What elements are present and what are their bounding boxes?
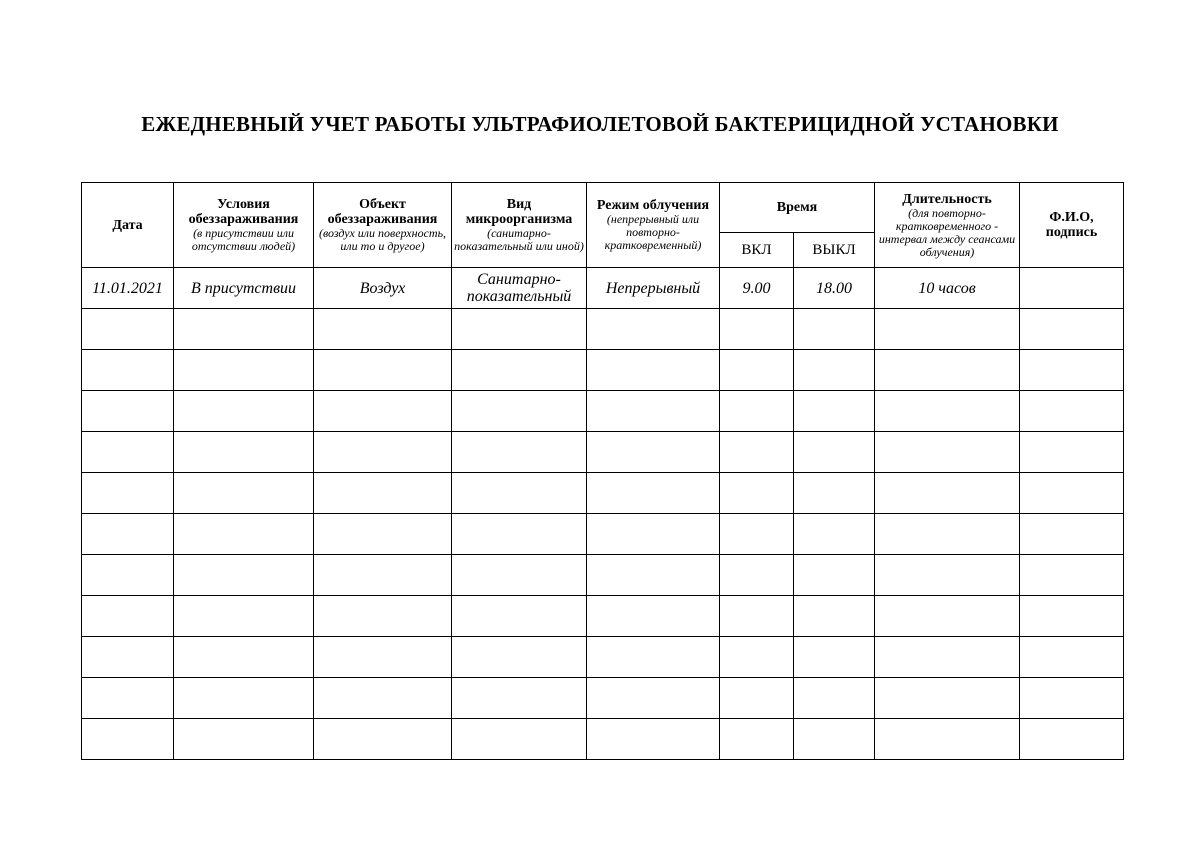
- cell-mode[interactable]: [587, 596, 720, 637]
- cell-mode[interactable]: [587, 637, 720, 678]
- cell-off[interactable]: [794, 678, 875, 719]
- cell-date[interactable]: [82, 309, 174, 350]
- cell-mode[interactable]: [587, 432, 720, 473]
- cell-microorganism[interactable]: [452, 678, 587, 719]
- cell-object[interactable]: [314, 432, 452, 473]
- cell-object[interactable]: [314, 514, 452, 555]
- cell-off[interactable]: [794, 473, 875, 514]
- cell-conditions[interactable]: [174, 350, 314, 391]
- cell-mode[interactable]: [587, 391, 720, 432]
- cell-signature[interactable]: [1020, 268, 1124, 309]
- cell-conditions[interactable]: [174, 596, 314, 637]
- header-time-on: ВКЛ: [720, 233, 794, 268]
- cell-mode[interactable]: Непрерывный: [587, 268, 720, 309]
- cell-object[interactable]: [314, 473, 452, 514]
- cell-off[interactable]: 18.00: [794, 268, 875, 309]
- cell-off[interactable]: [794, 555, 875, 596]
- cell-off[interactable]: [794, 391, 875, 432]
- cell-microorganism[interactable]: Санитарно-показательный: [452, 268, 587, 309]
- cell-duration[interactable]: [875, 514, 1020, 555]
- cell-microorganism[interactable]: [452, 719, 587, 760]
- cell-on[interactable]: [720, 596, 794, 637]
- cell-mode[interactable]: [587, 555, 720, 596]
- cell-off[interactable]: [794, 637, 875, 678]
- cell-microorganism[interactable]: [452, 391, 587, 432]
- cell-microorganism[interactable]: [452, 309, 587, 350]
- cell-on[interactable]: [720, 473, 794, 514]
- cell-date[interactable]: [82, 391, 174, 432]
- cell-object[interactable]: [314, 596, 452, 637]
- cell-on[interactable]: [720, 678, 794, 719]
- cell-mode[interactable]: [587, 514, 720, 555]
- cell-object[interactable]: [314, 555, 452, 596]
- cell-object[interactable]: [314, 678, 452, 719]
- cell-signature[interactable]: [1020, 350, 1124, 391]
- header-mode: [587, 183, 720, 268]
- header-conditions-hint: (в присутствии или отсутствии людей): [191, 226, 296, 253]
- cell-duration[interactable]: [875, 678, 1020, 719]
- header-time: [720, 183, 875, 233]
- cell-mode[interactable]: [587, 678, 720, 719]
- header-duration: [875, 183, 1020, 268]
- cell-date[interactable]: [82, 514, 174, 555]
- cell-date[interactable]: [82, 473, 174, 514]
- header-microorganism: [452, 183, 587, 268]
- cell-date[interactable]: 11.01.2021: [82, 268, 174, 309]
- header-object: [314, 183, 452, 268]
- header-signature: [1020, 183, 1124, 268]
- cell-duration[interactable]: [875, 432, 1020, 473]
- cell-on[interactable]: [720, 637, 794, 678]
- cell-duration[interactable]: [875, 555, 1020, 596]
- cell-duration[interactable]: 10 часов: [875, 268, 1020, 309]
- cell-signature[interactable]: [1020, 473, 1124, 514]
- cell-object[interactable]: [314, 719, 452, 760]
- cell-on[interactable]: [720, 391, 794, 432]
- header-mode-hint: (непрерывный или повторно-кратковременный): [604, 212, 702, 252]
- page-title: ЕЖЕДНЕВНЫЙ УЧЕТ РАБОТЫ УЛЬТРАФИОЛЕТОВОЙ БАКТЕРИЦИДНОЙ УСТАНОВКИ: [141, 112, 1059, 136]
- cell-off[interactable]: [794, 596, 875, 637]
- cell-off[interactable]: [794, 514, 875, 555]
- table-row: [82, 678, 1124, 719]
- cell-on[interactable]: [720, 309, 794, 350]
- cell-date[interactable]: [82, 637, 174, 678]
- cell-duration[interactable]: [875, 473, 1020, 514]
- header-conditions: [174, 183, 314, 268]
- header-microorganism-label: Вид микроорганизма: [465, 197, 573, 227]
- table-row: [82, 432, 1124, 473]
- cell-off[interactable]: [794, 309, 875, 350]
- cell-conditions[interactable]: [174, 678, 314, 719]
- cell-date[interactable]: [82, 432, 174, 473]
- table-row: [82, 350, 1124, 391]
- uv-log-table: [81, 182, 1124, 760]
- cell-date[interactable]: [82, 678, 174, 719]
- cell-conditions[interactable]: [174, 555, 314, 596]
- table-row: [82, 555, 1124, 596]
- cell-duration[interactable]: [875, 309, 1020, 350]
- cell-object[interactable]: [314, 309, 452, 350]
- table-row: [82, 719, 1124, 760]
- cell-date[interactable]: [82, 596, 174, 637]
- cell-conditions[interactable]: [174, 637, 314, 678]
- cell-conditions[interactable]: [174, 309, 314, 350]
- table-header: [82, 183, 1124, 268]
- cell-microorganism[interactable]: [452, 555, 587, 596]
- cell-object[interactable]: Воздух: [314, 268, 452, 309]
- table-row: [82, 637, 1124, 678]
- cell-object[interactable]: [314, 637, 452, 678]
- cell-duration[interactable]: [875, 596, 1020, 637]
- cell-conditions[interactable]: [174, 514, 314, 555]
- cell-on[interactable]: 9.00: [720, 268, 794, 309]
- cell-microorganism[interactable]: [452, 350, 587, 391]
- cell-microorganism[interactable]: [452, 473, 587, 514]
- cell-signature[interactable]: [1020, 678, 1124, 719]
- table-row: [82, 473, 1124, 514]
- cell-conditions[interactable]: В присутствии: [174, 268, 314, 309]
- header-date-label: Дата: [112, 217, 143, 233]
- cell-microorganism[interactable]: [452, 432, 587, 473]
- cell-microorganism[interactable]: [452, 514, 587, 555]
- cell-duration[interactable]: [875, 719, 1020, 760]
- cell-conditions[interactable]: [174, 391, 314, 432]
- table-row: [82, 268, 1124, 309]
- header-signature-label: Ф.И.О, подпись: [1045, 210, 1098, 240]
- table-row: [82, 391, 1124, 432]
- cell-signature[interactable]: [1020, 596, 1124, 637]
- cell-on[interactable]: [720, 350, 794, 391]
- cell-object[interactable]: [314, 350, 452, 391]
- cell-on[interactable]: [720, 719, 794, 760]
- header-duration-label: Длительность: [902, 191, 992, 207]
- cell-conditions[interactable]: [174, 473, 314, 514]
- header-time-label: Время: [776, 200, 818, 215]
- cell-mode[interactable]: [587, 350, 720, 391]
- cell-duration[interactable]: [875, 391, 1020, 432]
- cell-duration[interactable]: [875, 637, 1020, 678]
- header-time-off: ВЫКЛ: [794, 233, 875, 268]
- cell-duration[interactable]: [875, 350, 1020, 391]
- table-row: [82, 514, 1124, 555]
- header-object-hint: (воздух или поверхность, или то и другое): [318, 226, 447, 253]
- header-conditions-label: Условия обеззараживания: [188, 197, 299, 227]
- table-row: [82, 596, 1124, 637]
- table-row: [82, 309, 1124, 350]
- cell-signature[interactable]: [1020, 391, 1124, 432]
- header-duration-hint: (для повторно-кратковременного - интервал между сеансами облучения): [878, 205, 1016, 259]
- cell-signature[interactable]: [1020, 309, 1124, 350]
- cell-conditions[interactable]: [174, 432, 314, 473]
- cell-mode[interactable]: [587, 719, 720, 760]
- header-mode-label: Режим облучения: [596, 198, 710, 213]
- header-object-label: Объект обеззараживания: [327, 197, 438, 227]
- cell-date[interactable]: [82, 555, 174, 596]
- cell-signature[interactable]: [1020, 432, 1124, 473]
- cell-on[interactable]: [720, 514, 794, 555]
- cell-microorganism[interactable]: [452, 596, 587, 637]
- cell-signature[interactable]: [1020, 555, 1124, 596]
- cell-off[interactable]: [794, 350, 875, 391]
- cell-off[interactable]: [794, 432, 875, 473]
- cell-conditions[interactable]: [174, 719, 314, 760]
- cell-off[interactable]: [794, 719, 875, 760]
- cell-on[interactable]: [720, 555, 794, 596]
- cell-object[interactable]: [314, 391, 452, 432]
- cell-on[interactable]: [720, 432, 794, 473]
- header-date: [82, 183, 174, 268]
- table-body: [82, 268, 1124, 760]
- cell-signature[interactable]: [1020, 514, 1124, 555]
- cell-date[interactable]: [82, 350, 174, 391]
- cell-microorganism[interactable]: [452, 637, 587, 678]
- header-microorganism-hint: (санитарно-показательный или иной): [454, 226, 584, 253]
- cell-signature[interactable]: [1020, 719, 1124, 760]
- cell-mode[interactable]: [587, 309, 720, 350]
- cell-signature[interactable]: [1020, 637, 1124, 678]
- cell-mode[interactable]: [587, 473, 720, 514]
- cell-date[interactable]: [82, 719, 174, 760]
